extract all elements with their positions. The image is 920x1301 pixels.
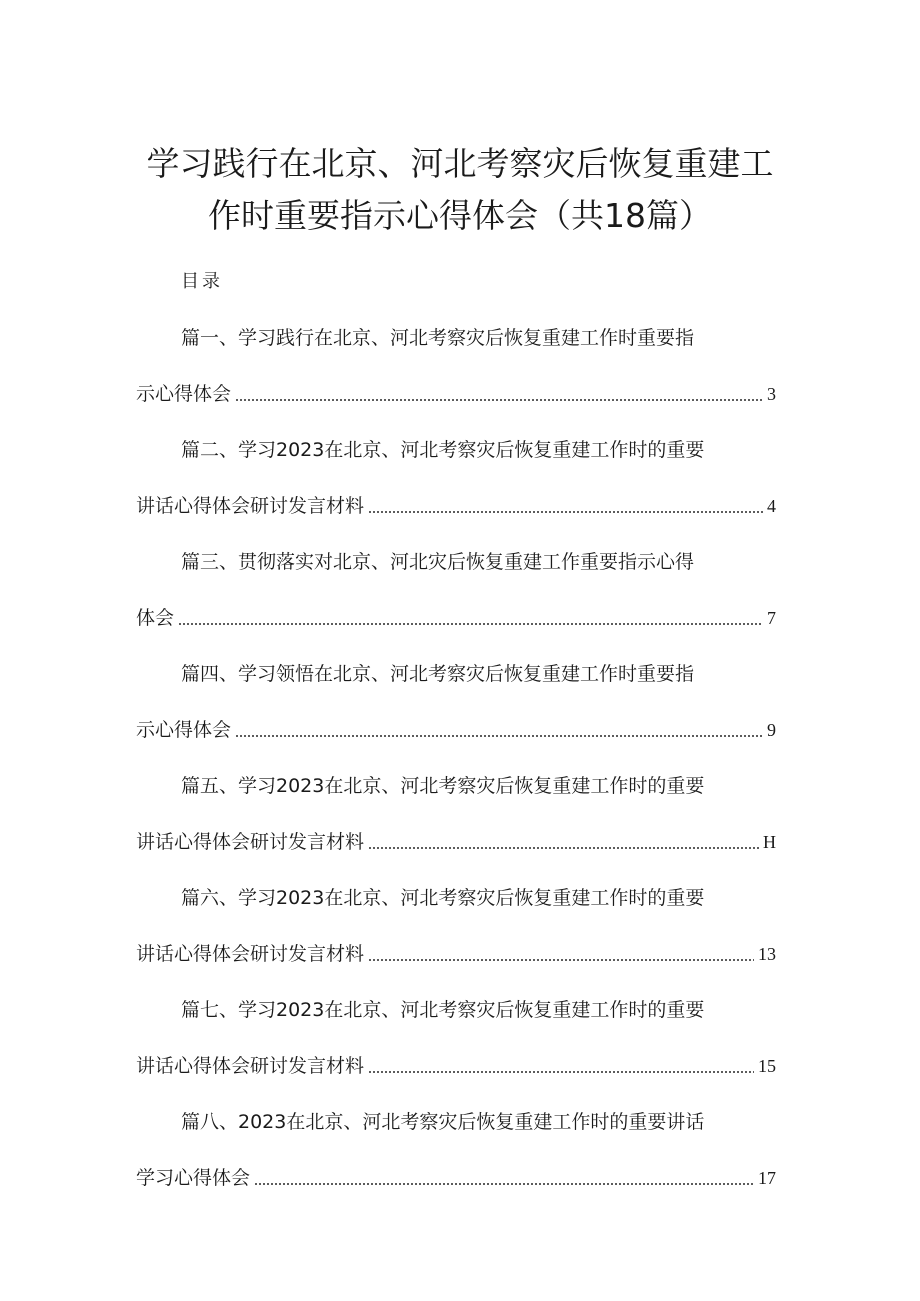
toc-entry-title-cont: 讲话心得体会研讨发言材料 bbox=[136, 1055, 365, 1077]
dot-leader bbox=[368, 958, 754, 962]
dot-leader bbox=[368, 846, 759, 850]
toc-entry-3[interactable] bbox=[0, 548, 920, 660]
dot-leader bbox=[368, 1070, 754, 1074]
toc-page-number: 7 bbox=[767, 608, 776, 628]
toc-entry-title-cont: 讲话心得体会研讨发言材料 bbox=[136, 831, 365, 853]
toc-entry-4[interactable] bbox=[0, 660, 920, 772]
toc-page-number: 13 bbox=[758, 944, 776, 964]
toc-entry-row bbox=[136, 940, 776, 968]
toc-entry-title: 篇三、贯彻落实对北京、河北灾后恢复重建工作重要指示心得 bbox=[181, 551, 695, 573]
toc-entry-row bbox=[136, 828, 776, 856]
toc-page-number: 9 bbox=[767, 720, 776, 740]
toc-page-number: H bbox=[763, 832, 776, 852]
toc-entry-row bbox=[136, 1164, 776, 1192]
dot-leader bbox=[235, 734, 763, 738]
document-title-line2: 作时重要指示心得体会（共18篇） bbox=[208, 196, 712, 235]
toc-entry-row bbox=[136, 604, 776, 632]
toc-entry-title-cont: 讲话心得体会研讨发言材料 bbox=[136, 495, 365, 517]
toc-page-number: 4 bbox=[767, 496, 776, 516]
toc-entry-7[interactable] bbox=[0, 996, 920, 1108]
toc-page-number: 17 bbox=[758, 1168, 776, 1188]
toc-entry-title: 篇四、学习领悟在北京、河北考察灾后恢复重建工作时重要指 bbox=[181, 663, 695, 685]
toc-entry-row bbox=[136, 492, 776, 520]
toc-entry-row bbox=[136, 716, 776, 744]
toc-entry-5[interactable] bbox=[0, 772, 920, 884]
toc-entry-title: 篇五、学习2023在北京、河北考察灾后恢复重建工作时的重要 bbox=[181, 775, 705, 797]
toc-entry-2[interactable] bbox=[0, 436, 920, 548]
document-title-line1: 学习践行在北京、河北考察灾后恢复重建工 bbox=[146, 144, 774, 183]
dot-leader bbox=[368, 510, 763, 514]
toc-entry-title: 篇二、学习2023在北京、河北考察灾后恢复重建工作时的重要 bbox=[181, 439, 705, 461]
toc-entry-title: 篇八、2023在北京、河北考察灾后恢复重建工作时的重要讲话 bbox=[181, 1111, 705, 1133]
toc-entry-title-cont: 示心得体会 bbox=[136, 383, 232, 405]
toc-entry-8[interactable] bbox=[0, 1108, 920, 1220]
toc-entry-title-cont: 讲话心得体会研讨发言材料 bbox=[136, 943, 365, 965]
toc-entry-title: 篇一、学习践行在北京、河北考察灾后恢复重建工作时重要指 bbox=[181, 327, 695, 349]
dot-leader bbox=[235, 398, 763, 402]
toc-entry-title-cont: 学习心得体会 bbox=[136, 1167, 251, 1189]
toc-entry-6[interactable] bbox=[0, 884, 920, 996]
toc-entry-1[interactable] bbox=[0, 324, 920, 436]
toc-entry-title: 篇六、学习2023在北京、河北考察灾后恢复重建工作时的重要 bbox=[181, 887, 705, 909]
toc-entry-title-cont: 示心得体会 bbox=[136, 719, 232, 741]
toc-entry-title-cont: 体会 bbox=[136, 607, 175, 629]
toc-entry-row bbox=[136, 380, 776, 408]
toc-heading: 目录 bbox=[181, 271, 223, 292]
dot-leader bbox=[178, 622, 763, 626]
toc-page-number: 3 bbox=[767, 384, 776, 404]
toc-entry-title: 篇七、学习2023在北京、河北考察灾后恢复重建工作时的重要 bbox=[181, 999, 705, 1021]
toc-entry-row bbox=[136, 1052, 776, 1080]
toc-page-number: 15 bbox=[758, 1056, 776, 1076]
dot-leader bbox=[254, 1182, 754, 1186]
